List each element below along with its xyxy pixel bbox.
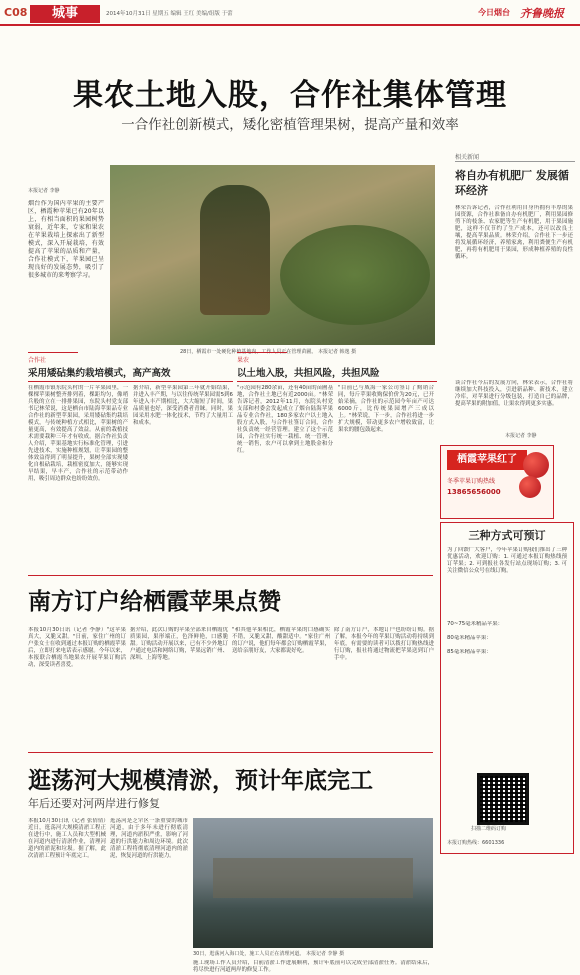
sidebar-heading: 将自办有机肥厂 发展循环经济 xyxy=(455,169,569,197)
order-box-text: 为了回馈广大客户，今年苹果订购我们推出了三种优惠活动，欢迎订购：1. 可通过本报订购热线预订苹果；2. 可到报社各发行站点现场订购；3. 可关注微信公众号在线订购。 xyxy=(447,547,567,574)
section-label: 城事 xyxy=(30,5,100,23)
sub2-text-3: "目前已与威海一家公司签订了购销合同，每斤苹果收购保价价为20元，已开始采摘，合作社的示范园今年亩产可达6000斤，比传统果园增产三成以上。"林荣说，下一步，合作社将进一步扩大规模，带动更多农户增收致富，让果农的腰包鼓起来。 xyxy=(338,385,434,433)
story3-subheadline: 年后还要对河两岸进行修复 xyxy=(28,797,160,810)
sub2-heading: 以土地入股，共担风险，共担风险 xyxy=(237,365,437,382)
sidebar-text: 林荣告诉记者，合作社利用自身所拥有丰厚的果园资源，合作社准备自办有机肥厂，利用果园修剪下的枝条、农家肥等生产有机肥，用于果园施肥，这样不仅节约了生产成本，还可以改良土壤，提高苹果品质。林荣介绍，合作社下一步还将发展循环经济，养殖家禽，利用粪便生产有机肥，再将有机肥用于果园，形成种植养殖的良性循环。 xyxy=(455,205,573,260)
river-dredging-photo xyxy=(193,818,433,948)
qr-code[interactable] xyxy=(477,773,529,825)
order-box-title: 三种方式可预订 xyxy=(468,529,546,542)
worker-figure xyxy=(200,185,270,315)
sub1-text-2: 据介绍，新型苹果园第三年就开始结果，并进入丰产期，与以往传统苹果园需5到6年进入丰产期相比，大大缩短了时间，果品质量也好，深受消费者青睐。同时，果园采用水肥一体化技术，节约了大量用工和成本。 xyxy=(133,385,233,426)
story2-headline: 南方订户给栖霞苹果点赞 xyxy=(28,589,281,615)
tree-foliage xyxy=(280,225,430,325)
riverbank-shape xyxy=(213,858,413,898)
story2-text: 据介绍，此次订购的苹果全部来自栖霞优质果园，果形端正，色泽鲜艳，口感脆甜。订购活动开展以来，已有不少外地订户通过电话和网络订购，苹果远销广州、深圳、上海等地。 xyxy=(130,627,228,661)
lead-photo-caption: 28日，栖霞市一处硬化种植基地内，工作人员正在管理苗圃。 本报记者 韩逸 摄 xyxy=(180,349,357,355)
related-news-tag: 相关新闻 xyxy=(455,152,575,162)
order-box xyxy=(440,522,574,854)
qr-caption: 扫描二维码订购 xyxy=(471,826,507,832)
story3-headline: 逛荡河大规模清淤，预计年底完工 xyxy=(28,768,373,794)
apple-icon xyxy=(523,452,549,478)
story3-text: 施工现场工作人员介绍，目前清淤工作进展顺利，预计年底前可以完成全部清淤任务。清淤结束后，将尽快进行河道两岸的修复工作。 xyxy=(193,960,433,973)
ad-phone: 13865656000 xyxy=(447,488,501,496)
sidebar-byline: 本报记者 李静 xyxy=(505,433,537,439)
newspaper-logo: 齐鲁晚报 xyxy=(520,7,564,20)
apple-icon xyxy=(519,476,541,498)
apple-ad xyxy=(440,445,554,519)
order-item: 70~75毫米精品苹果： xyxy=(447,621,503,627)
story2-text: 本报10月30日讯（记者 李静）"这苹果真大，又脆又甜。"日前，家住广州的订户张女士在收到通过本报订购的栖霞苹果后，立即打来电话表示感谢。今年以来，本报联合栖霞当地果农开展苹果订购活动，深受读者喜爱。 xyxy=(28,627,126,668)
order-item: 80毫米精品苹果： xyxy=(447,635,492,641)
lead-byline: 本报记者 李静 xyxy=(28,188,60,194)
lead-subheadline: 一合作社创新模式，矮化密植管理果树，提高产量和效率 xyxy=(121,117,459,133)
story2-text: "和其他苹果相比，栖霞苹果的口感确实不错，又脆又甜，酸甜适中。"家住广州的订户说，他们每年都会订购栖霞苹果，送给亲朋好友，大家都说好吃。 xyxy=(232,627,330,654)
sub2-tag: 果农 xyxy=(237,352,287,364)
page-number: C08 xyxy=(4,6,28,19)
story-divider xyxy=(28,575,433,576)
order-footer: 本报订购热线：6601336 xyxy=(447,840,505,846)
story3-photo-caption: 30日，逛荡河入海口处，施工人员正在清理河道。 本报记者 李静 摄 xyxy=(193,951,345,957)
ad-title: 栖霞苹果红了 xyxy=(447,450,527,470)
sub1-tag: 合作社 xyxy=(28,352,78,364)
lead-headline: 果农土地入股，合作社集体管理 xyxy=(73,78,507,113)
story2-text: 除了南方订户，本地订户也纷纷订购。据了解，本报今年的苹果订购活动将持续到年底，有需要的读者可以拨打订购热线进行订购，报社将通过物流把苹果送到订户手中。 xyxy=(334,627,434,661)
sidebar-text-2: 谈合作社今后的发展方向，林荣表示，合作社将继续加大科技投入，引进新品种、新技术，建立冷库，对苹果进行分级包装，打造自己的品牌，提高苹果的附加值，让果农得到更多实惠。 xyxy=(455,380,573,407)
story3-text: 本报10月30日讯（记者 张倩倩）近日，逛荡河大规模清淤工程正在进行中，施工人员和大型机械在河道内进行清淤作业，清理河道内的淤泥和垃圾。据了解，此次清淤工程预计年底完工。 xyxy=(28,818,106,859)
sub1-text: 在栖霞市镇东院头村的一片苹果园里，一棵棵苹果树整齐排列着，棵距均匀，像哨兵般的立在一排排果园，东院头村党支部书记林荣说，这是栖台市陆海苹果品专业合作社的新型苹果园，采用矮砧集约栽培模式，与传统种植方式相比，苹果树的产量更高，有效提高了效益。从前的栽植技术需要栽种三年才有收成。据合作社负责人介绍，苹果基地实行标准化管理，引进先进技术，实施种植规划，让苹果园的整体效益得到了明显提升，果树全部实现矮化自根砧栽培，栽植密度加大，能够实现早结果，早丰产，合作社的示范带动作用，吸引周边群众也纷纷效仿。 xyxy=(28,385,128,482)
lead-intro: 烟台作为国内苹果的主要产区，栖霞种苹果已有20年以上，有相当面积的果园树势衰弱，近年来，专家和果农在苹果栽培上探索出了新型模式，深入开展栽培，有效提高了苹果的品质和产量，合作社模式下，苹果园已呈现良好的发展态势，吸引了很多城市的来考察学习。 xyxy=(28,200,104,279)
sub1-heading: 采用矮砧集约栽培模式，高产高效 xyxy=(28,365,233,382)
page-header xyxy=(0,0,580,26)
sub2-text: "示范园有280余亩，还有40亩的苗圃基地，合作社土地已有近2000亩。"林荣告诉记者，2012年11月，东院头村党支部和村委会发起成立了烟台陆海苹果品专业合作社，180多家农户以土地入股方式入股，与合作社签订合同，合作社负责统一经营管理。建立了这个示范园，合作社实行统一栽植、统一管理、统一销售，农户可以拿到土地股金和分红。 xyxy=(237,385,333,454)
story3-text: 逛荡河是芝罘区一条重要的城市河道，由于多年未进行彻底清理，河道内淤积严重，影响了河道的行洪能力和周边环境。此次清淤工程将彻底清理河道内的淤泥，恢复河道的行洪能力。 xyxy=(110,818,188,859)
orchard-worker-photo xyxy=(110,165,435,345)
ad-subtitle: 冬季苹果订购热线 xyxy=(447,478,496,485)
today-yantai-logo: 今日烟台 xyxy=(478,8,510,17)
order-item: 85毫米精品苹果： xyxy=(447,649,492,655)
story-divider xyxy=(28,752,433,753)
header-rule xyxy=(0,24,580,26)
issue-meta: 2014年10月31日 星期五 编辑 王红 美编/组版 于蕾 xyxy=(106,11,233,17)
